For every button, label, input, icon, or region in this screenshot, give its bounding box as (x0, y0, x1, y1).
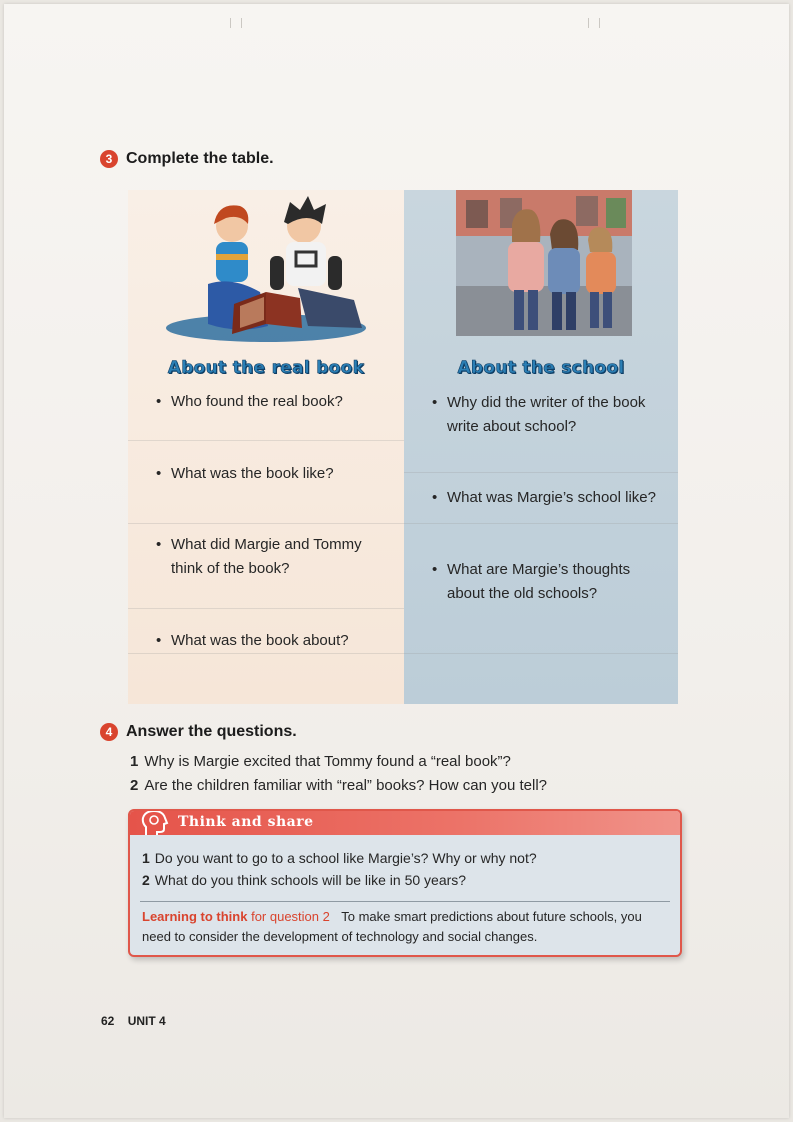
learning-to-think-note (142, 907, 670, 947)
school-question: • What are Margie’s thoughts about the old schools? (432, 558, 648, 606)
page-footer (101, 1014, 176, 1028)
unit-label: UNIT 4 (127, 1014, 166, 1028)
table-rule (128, 523, 404, 524)
think-and-share-title: Think and share (178, 814, 314, 830)
table-rule (404, 472, 678, 473)
think-and-share-header (130, 811, 680, 835)
learning-to-think-question-ref: for question 2 (251, 909, 330, 924)
table-rule (404, 653, 678, 654)
school-title: About the school (457, 358, 625, 378)
binder-mark (588, 18, 600, 28)
answer-questions-list (130, 750, 547, 798)
real-book-question: • What was the book about? (156, 629, 390, 653)
binder-mark (230, 18, 242, 28)
school-question: • Why did the writer of the book write about school? (432, 391, 662, 439)
real-book-question: • What did Margie and Tommy think of the book? (156, 533, 364, 581)
table-rule (128, 653, 404, 654)
head-thinking-icon (140, 809, 170, 837)
answer-question-2: 2 Are the children familiar with “real” books? How can you tell? (130, 777, 548, 794)
think-divider (140, 901, 670, 902)
table-rule (404, 523, 678, 524)
textbook-page (4, 4, 789, 1118)
page-number: 62 (101, 1014, 115, 1028)
real-book-column (128, 190, 404, 704)
real-book-question: • Who found the real book? (156, 390, 390, 414)
school-column (404, 190, 678, 704)
real-book-question: • What was the book like? (156, 462, 390, 486)
think-question-2: 2 What do you think schools will be like in 50 years? (142, 872, 467, 888)
think-question-1: 1 Do you want to go to a school like Margie’s? Why or why not? (142, 850, 537, 866)
schoolgirls-photo (456, 190, 632, 336)
table-rule (128, 440, 404, 441)
answer-question-1: 1 Why is Margie excited that Tommy found a “real book”? (130, 753, 511, 770)
school-question: • What was Margie’s school like? (432, 486, 664, 510)
section-3-heading (100, 150, 274, 168)
section-number-badge: 3 (100, 150, 118, 168)
table-rule (128, 608, 404, 609)
children-reading-book-illustration (148, 196, 384, 344)
learning-to-think-text: To make smart predictions about future schools, you need to consider the development of technology and social changes. (142, 909, 642, 944)
section-4-heading (100, 723, 297, 741)
real-book-title: About the real book (167, 358, 365, 378)
section-4-title: Answer the questions. (126, 723, 297, 740)
learning-to-think-label: Learning to think (142, 909, 248, 924)
section-number-badge: 4 (100, 723, 118, 741)
section-3-title: Complete the table. (126, 150, 274, 167)
think-and-share-box (128, 809, 682, 957)
